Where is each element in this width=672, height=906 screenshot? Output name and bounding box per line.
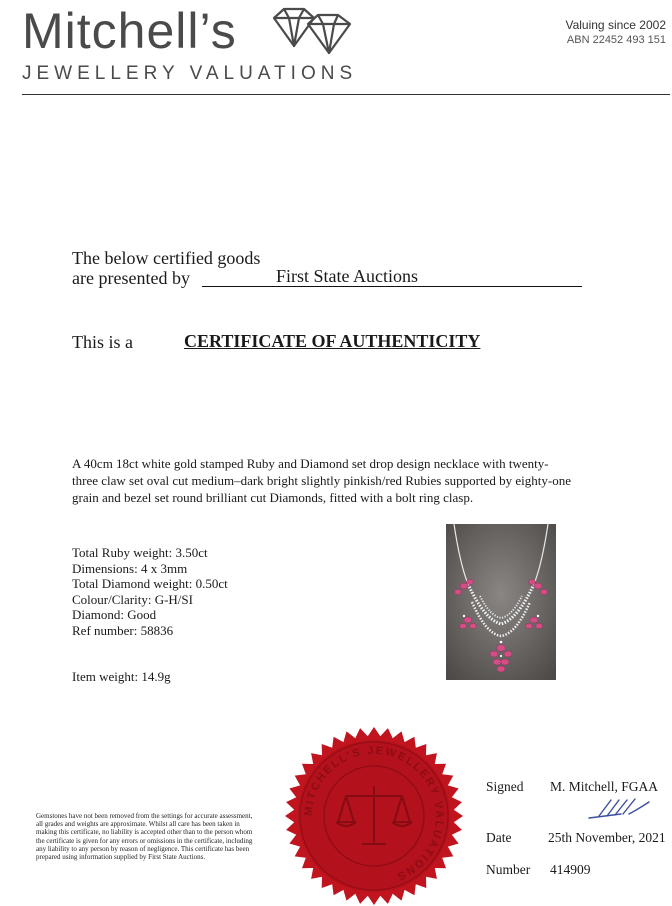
presenter-underline: [202, 286, 582, 287]
certificate-number: 414909: [550, 862, 591, 877]
spec-colour-clarity: Colour/Clarity: G-H/SI: [72, 591, 193, 607]
number-label: Number: [486, 862, 531, 877]
necklace-photo: [446, 524, 556, 680]
spec-ref-number: Ref number: 58836: [72, 622, 174, 638]
company-seal: [284, 726, 464, 906]
header-divider: [22, 94, 670, 95]
valuing-since: Valuing since 2002: [565, 18, 666, 32]
abn-number: ABN 22452 493 151: [566, 34, 666, 46]
this-is-label: This is a: [72, 332, 133, 352]
diamond-icon: [270, 6, 354, 56]
date-value: 25th November, 2021: [548, 830, 666, 845]
signed-label: Signed: [486, 779, 524, 794]
brand-tagline: JEWELLERY VALUATIONS: [22, 63, 358, 84]
certificate-title: CERTIFICATE OF AUTHENTICITY: [184, 331, 481, 351]
item-specs: [72, 545, 228, 638]
spec-dimensions: Dimensions: 4 x 3mm: [72, 560, 188, 576]
spec-ruby-weight: Total Ruby weight: 3.50ct: [72, 545, 208, 560]
signer-name: M. Mitchell, FGAA: [550, 779, 658, 794]
seal-text: MITCHELL’S JEWELLERY VALUATIONS: [302, 744, 446, 883]
brand-name: Mitchell’s: [22, 3, 237, 59]
certified-goods-line: The below certified goods: [72, 248, 261, 268]
item-description: A 40cm 18ct white gold stamped Ruby and Diamond set drop design necklace with twenty-three claw set oval cut medium–dark bright slightly pinkish/red Rubies supported by eighty-one grain and bezel set round brilliant cut Diamonds, fitted with a bolt ring clasp.: [72, 456, 571, 505]
handwritten-signature: [585, 796, 655, 824]
spec-diamond-weight: Total Diamond weight: 0.50ct: [72, 576, 228, 591]
item-weight: Item weight: 14.9g: [72, 669, 171, 684]
disclaimer-text: Gemstones have not been removed from the settings for accurate assessment, all grades and weights are approximate. Whilst all care has been taken in making this certificate, no liability is accepted other than to the person whom the certificate is given for any errors or omissions in the certificate, including any liability to any person by reason of negligence. This certificate has been prepared using information supplied by First State Auctions.: [36, 812, 253, 862]
presenter-name: First State Auctions: [275, 266, 418, 286]
presented-by-label: are presented by: [72, 268, 190, 288]
date-label: Date: [486, 830, 512, 845]
spec-diamond-grade: Diamond: Good: [72, 607, 157, 622]
